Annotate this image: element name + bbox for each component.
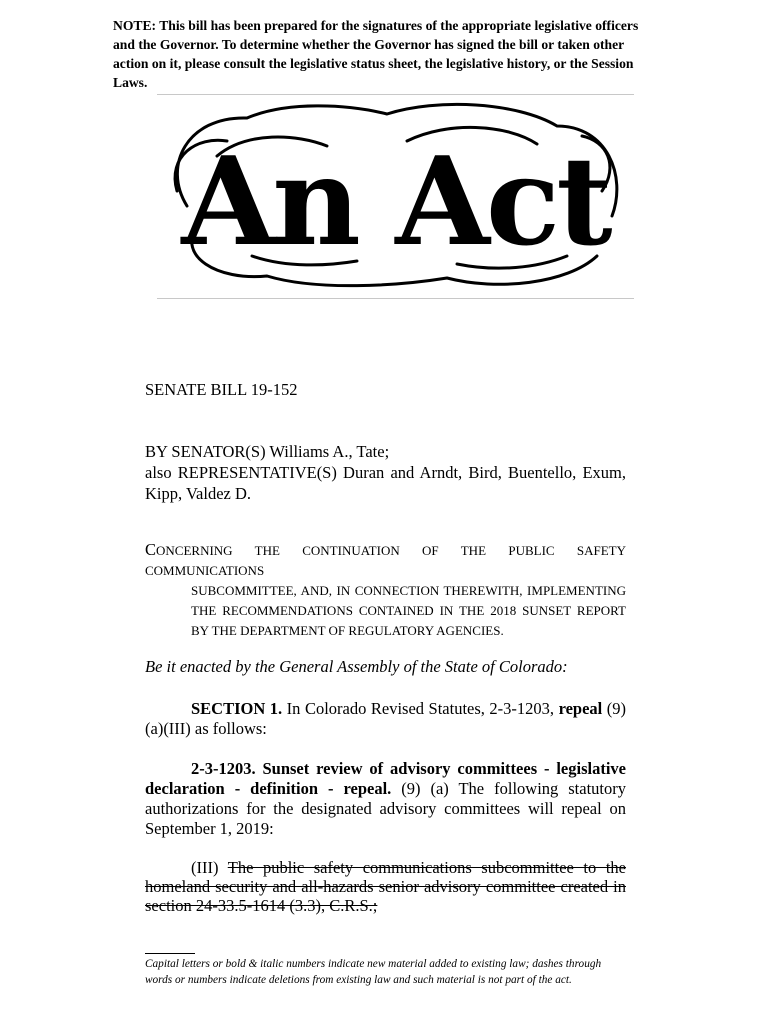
enacting-clause: Be it enacted by the General Assembly of the State of Colorado: xyxy=(145,657,568,676)
an-act-title: An Act xyxy=(181,129,609,273)
statute-paragraph xyxy=(145,759,626,839)
statute-text: (9) (a) The following statutory authorizations for the designated advisory committees will repeal on September 1, 2019: xyxy=(145,779,626,838)
bottom-divider xyxy=(157,298,634,299)
concerning-first-line: ONCERNING THE CONTINUATION OF THE PUBLIC SAFETY COMMUNICATIONS xyxy=(145,543,626,578)
repealed-paragraph xyxy=(145,858,626,915)
concerning-continuation: SUBCOMMITTEE, AND, IN CONNECTION THEREWITH, IMPLEMENTING THE RECOMMENDATIONS CONTAINED IN THE 2018 SUNSET REPORT BY THE DEPARTMENT OF REGULATORY AGENCIES. xyxy=(191,583,626,638)
footnote-rule xyxy=(145,953,195,954)
top-divider xyxy=(157,94,634,95)
governor-note: NOTE: This bill has been prepared for the signatures of the appropriate legislative officers and the Governor. To determine whether the Governor has signed the bill or taken other action on it, please consult the legislative status sheet, the legislative history, or the Session Laws. xyxy=(113,18,639,90)
house-sponsors: also REPRESENTATIVE(S) Duran and Arndt, Bird, Buentello, Exum, Kipp, Valdez D. xyxy=(145,463,626,503)
section-1 xyxy=(145,699,626,739)
repeal-word: repeal xyxy=(558,699,603,718)
an-act-logo xyxy=(157,96,634,298)
section-text-b: (9)(a)(III) as follows: xyxy=(145,699,627,738)
repealed-text: The public safety communications subcommittee to the homeland security and all-hazards senior advisory committee created in section 24-33.5-1614 (3.3), C.R.S.; xyxy=(145,858,626,915)
repealed-label: (III) xyxy=(191,858,228,877)
footnote: Capital letters or bold & italic numbers indicate new material added to existing law; dashes through words or numbers indicate deletions from existing law and such material is not part of the act. xyxy=(145,958,602,986)
bill-number: SENATE BILL 19-152 xyxy=(145,380,298,399)
section-heading: SECTION 1. xyxy=(191,699,283,718)
sponsors xyxy=(145,441,626,504)
concerning-initial: C xyxy=(145,540,157,559)
senate-sponsors: BY SENATOR(S) Williams A., Tate; xyxy=(145,442,390,461)
statute-heading: 2-3-1203. Sunset review of advisory committees - legislative declaration - definition - repeal. xyxy=(145,759,626,798)
concerning-clause xyxy=(145,540,626,641)
section-text-a: In Colorado Revised Statutes, 2-3-1203, xyxy=(282,699,559,718)
